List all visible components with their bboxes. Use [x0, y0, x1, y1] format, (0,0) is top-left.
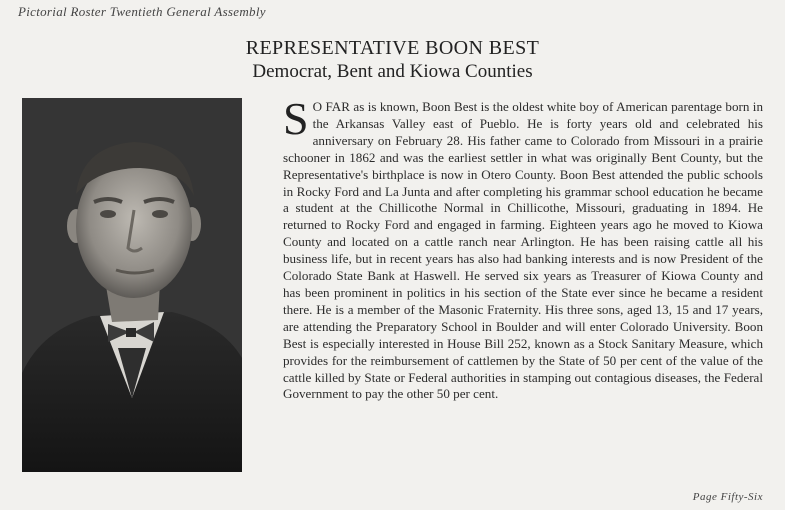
article-body: [283, 93, 763, 403]
article-subtitle: Democrat, Bent and Kiowa Counties: [252, 61, 533, 82]
drop-cap: S: [283, 93, 309, 144]
article-body-text: O FAR as is known, Boon Best is the oldest white boy of American parentage born in the Arkansas Valley east of Pueblo. He is forty years old and celebrated his anniversary on February 28. His father came to Colorado from Missouri in a prairie schooner in 1862 and was the earliest settler in what was originally Bent County, but the Representative's birthplace is now in Otero County. Boon Best attended the public schools in Rocky Ford and La Junta and after completing his grammar school education he became a student at the Chillicothe Normal in Chillicothe, Missouri, graduating in 1894. He returned to Rocky Ford and engaged in farming. Eighteen years ago he moved to Kiowa County and located on a cattle ranch near Arlington. He has been raising cattle all his business life, but in recent years has also had banking interests and is now President of the Colorado State Bank at Haswell. He served six years as Treasurer of Kiowa County and has been prominent in politics in his section of the State ever since he became a resident there. He is a member of the Masonic Fraternity. His three sons, aged 13, 15 and 17 years, are attending the Preparatory School in Boulder and will enter Colorado University. Boon Best is especially interested in House Bill 252, known as a Stock Sanitary Measure, which provides for the reimbursement of cattlemen by the State of 50 per cent of the value of the cattle killed by State or Federal authorities in stamping out contagious diseases, the Federal Government to pay the other 50 per cent.: [283, 99, 763, 402]
page-number: Page Fifty-Six: [692, 491, 763, 503]
portrait-photo: [22, 98, 242, 472]
running-header: Pictorial Roster Twentieth General Assembly: [18, 4, 266, 19]
article-title: REPRESENTATIVE BOON BEST: [245, 37, 540, 59]
